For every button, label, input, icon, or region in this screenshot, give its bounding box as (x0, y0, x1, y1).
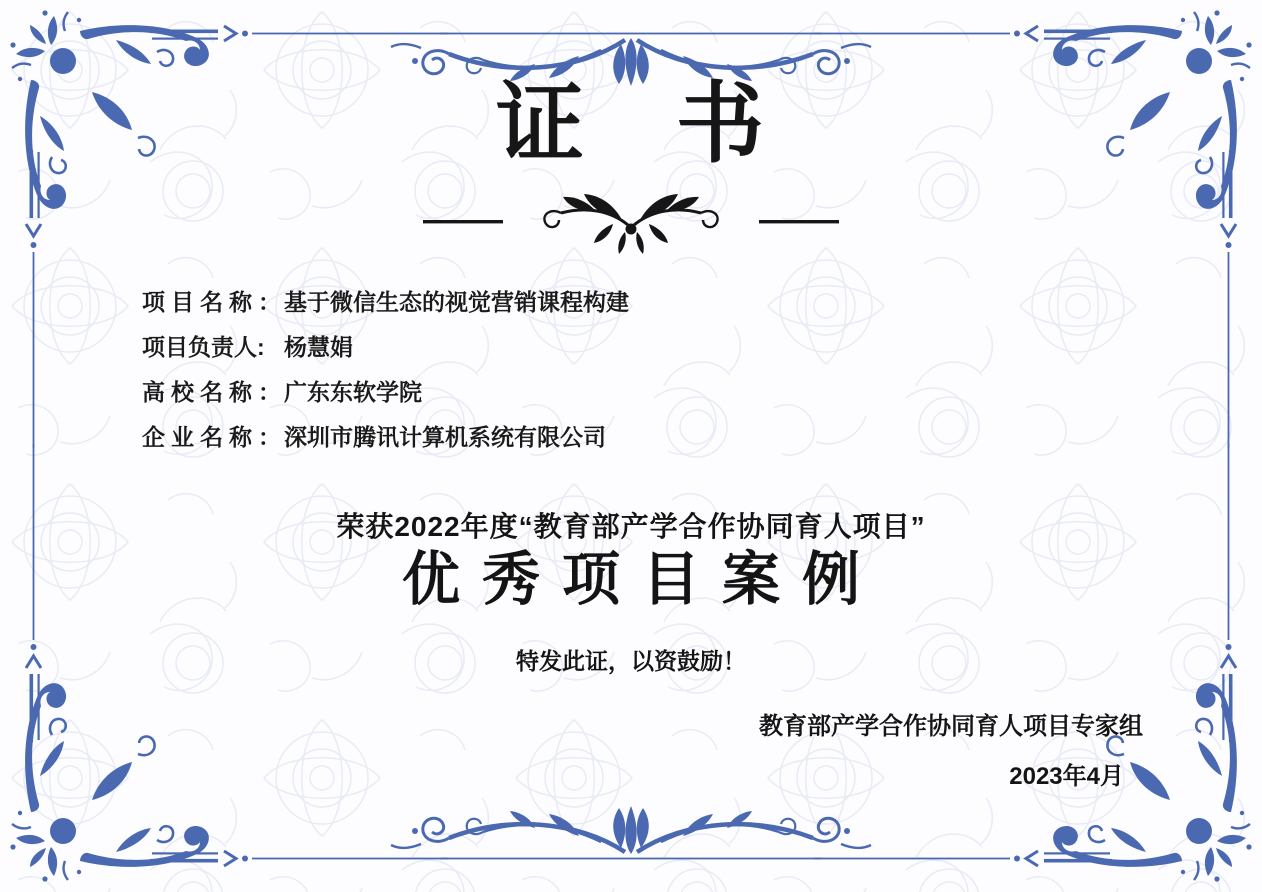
issuer-name: 教育部产学合作协同育人项目专家组 (759, 713, 1143, 740)
field-value: 广东东软学院 (284, 379, 422, 405)
field-value: 深圳市腾讯计算机系统有限公司 (284, 424, 606, 450)
field-value: 基于微信生态的视觉营销课程构建 (284, 289, 629, 315)
fields-section (142, 280, 629, 460)
field-row-project-name (142, 280, 629, 325)
field-row-university (142, 370, 629, 415)
field-value: 杨慧娟 (284, 334, 353, 360)
signature-block (759, 712, 1143, 792)
encouragement-line: 特发此证，以资鼓励！ (516, 648, 746, 674)
floral-spray-divider-icon (411, 184, 851, 256)
award-title: 优秀项目案例 (401, 547, 882, 612)
field-row-company (142, 415, 629, 460)
field-label: 项目名称： (142, 289, 287, 315)
award-context-line: 荣获2022年度“教育部产学合作协同育人项目” (336, 511, 926, 542)
field-label: 高校名称： (142, 379, 287, 405)
certificate-title: 证 书 (495, 77, 766, 174)
field-label: 项目负责人: (142, 334, 265, 360)
field-row-project-leader (142, 325, 629, 370)
issue-date: 2023年4月 (1009, 763, 1124, 790)
field-label: 企业名称： (142, 424, 287, 450)
